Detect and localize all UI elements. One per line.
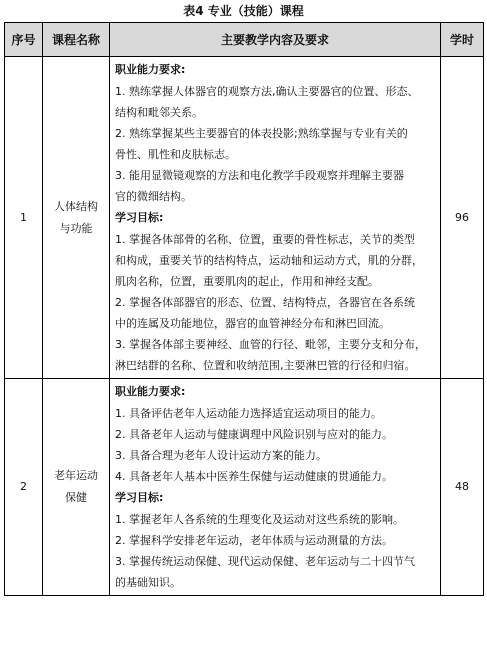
course-name-line: 与功能 — [59, 221, 93, 235]
learning-item — [115, 551, 436, 593]
table-row — [5, 57, 484, 379]
row-course-name — [43, 379, 110, 596]
ability-item — [115, 466, 436, 487]
item-line: 2. 熟练掌握某些主要器官的体表投影;熟练掌握与专业有关的 — [115, 127, 408, 140]
learning-item — [115, 509, 436, 530]
item-line: 肌肉名称，位置，重要肌肉的起止，作用和神经支配。 — [115, 275, 379, 288]
row-hours: 96 — [441, 57, 484, 379]
ability-item — [115, 445, 436, 466]
item-line: 3. 能用显微镜观察的方法和电化教学手段观察并理解主要器 — [115, 169, 404, 182]
header-seq: 序号 — [5, 23, 43, 57]
course-name-line: 人体结构 — [54, 199, 98, 213]
ability-item — [115, 403, 436, 424]
ability-heading: 职业能力要求: — [115, 63, 186, 76]
ability-item — [115, 123, 436, 165]
ability-heading: 职业能力要求: — [115, 385, 186, 398]
header-content: 主要教学内容及要求 — [110, 23, 441, 57]
learning-item — [115, 229, 436, 292]
item-line: 淋巴结群的名称、位置和收纳范围,主要淋巴管的行径和归宿。 — [115, 359, 416, 372]
item-line: 的基础知识。 — [115, 576, 181, 589]
item-line: 1. 掌握老年人各系统的生理变化及运动对这些系统的影响。 — [115, 513, 404, 526]
header-course-name: 课程名称 — [43, 23, 110, 57]
learning-item — [115, 334, 436, 376]
item-line: 3. 具备合理为老年人设计运动方案的能力。 — [115, 449, 327, 462]
row-course-name — [43, 57, 110, 379]
row-seq: 2 — [5, 379, 43, 596]
item-line: 4. 具备老年人基本中医养生保健与运动健康的贯通能力。 — [115, 470, 393, 483]
row-seq: 1 — [5, 57, 43, 379]
learning-heading: 学习目标: — [115, 491, 164, 504]
learning-heading: 学习目标: — [115, 211, 164, 224]
row-content — [110, 57, 441, 379]
item-line: 中的连属及功能地位，器官的血管神经分布和淋巴回流。 — [115, 317, 390, 330]
row-content — [110, 379, 441, 596]
header-row — [5, 23, 484, 57]
item-line: 2. 掌握各体部器官的形态、位置、结构特点，各器官在各系统 — [115, 296, 415, 309]
item-line: 官的微细结构。 — [115, 190, 192, 203]
item-line: 2. 具备老年人运动与健康调理中风险识别与应对的能力。 — [115, 428, 393, 441]
course-name-line: 老年运动 — [54, 469, 98, 482]
ability-item — [115, 165, 436, 207]
table-caption: 表4 专业（技能）课程 — [183, 4, 304, 18]
item-line: 1. 具备评估老年人运动能力选择适宜运动项目的能力。 — [115, 407, 382, 420]
row-hours: 48 — [441, 379, 484, 596]
item-line: 1. 熟练掌握人体器官的观察方法,确认主要器官的位置、形态、 — [115, 85, 419, 98]
course-name-line: 保健 — [65, 491, 87, 504]
ability-item — [115, 424, 436, 445]
item-line: 1. 掌握各体部骨的名称、位置，重要的骨性标志，关节的类型 — [115, 233, 415, 246]
item-line: 3. 掌握传统运动保健、现代运动保健、老年运动与二十四节气 — [115, 555, 415, 568]
item-line: 3. 掌握各体部主要神经、血管的行径、毗邻，主要分支和分布， — [115, 338, 426, 351]
item-line: 骨性、肌性和皮肤标志。 — [115, 148, 236, 161]
table-row — [5, 379, 484, 596]
item-line: 结构和毗邻关系。 — [115, 106, 203, 119]
item-line: 和构成，重要关节的结构特点，运动轴和运动方式，肌的分群， — [115, 254, 423, 267]
learning-item — [115, 530, 436, 551]
course-table — [4, 22, 484, 596]
ability-item — [115, 81, 436, 123]
learning-item — [115, 292, 436, 334]
item-line: 2. 掌握科学安排老年运动，老年体质与运动测量的方法。 — [115, 534, 393, 547]
header-hours: 学时 — [441, 23, 484, 57]
